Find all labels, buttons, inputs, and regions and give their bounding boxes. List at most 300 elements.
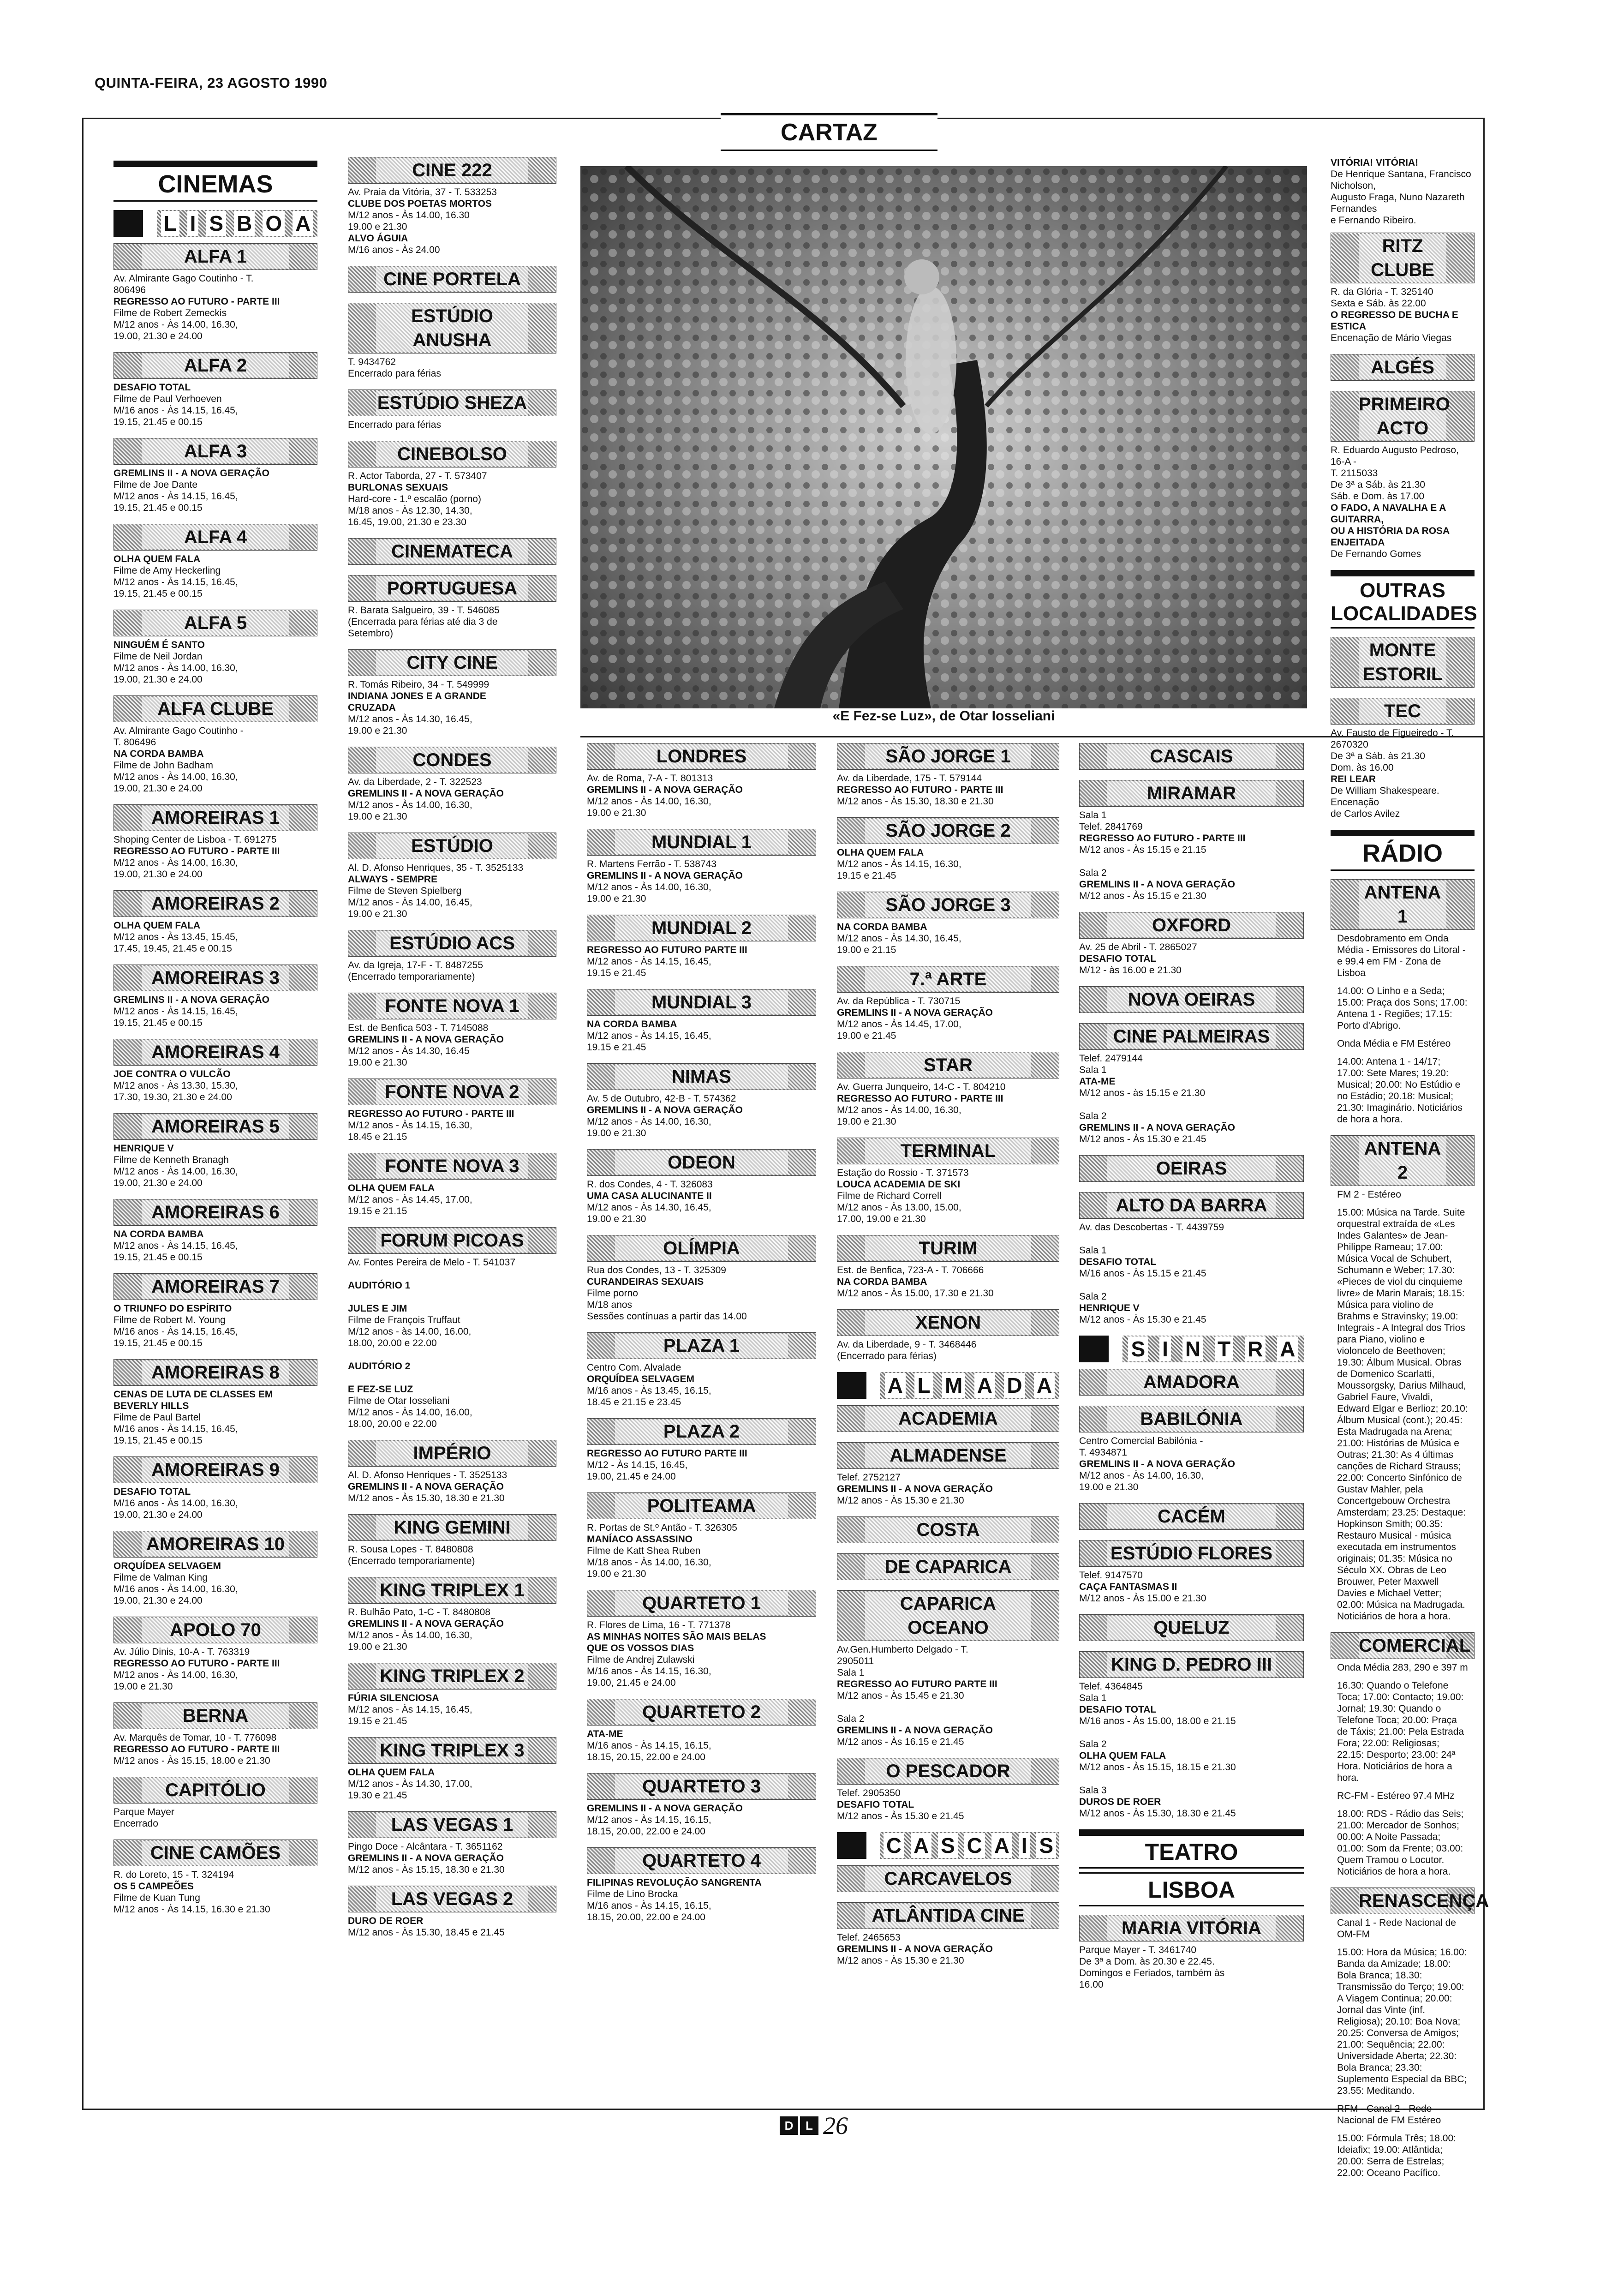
cinema-name-text: ESTÚDIO ANUSHA xyxy=(376,304,528,352)
listing-line: 19.15 e 21.45 xyxy=(587,1042,646,1053)
cinema-listing xyxy=(348,303,556,379)
listing-line: M/12 anos - Às 14.15, 16.45, xyxy=(113,1006,238,1017)
cinema-name-text: AMOREIRAS 9 xyxy=(142,1458,289,1482)
listing-line: M/12 anos - Às 14.00, 16.00, xyxy=(348,1407,472,1418)
cinema-name xyxy=(348,441,556,467)
cinema-name-text: CITY CINE xyxy=(376,651,528,675)
listing-line: Estação do Rossio - T. 371573 xyxy=(837,1168,969,1178)
listing-line: R. Martens Ferrão - T. 538743 xyxy=(587,859,716,869)
cinema-listing xyxy=(113,1273,317,1349)
listing-line: DESAFIO TOTAL xyxy=(1079,953,1157,964)
listing-line: M/12 anos - Às 14.15, 16.30 e 21.30 xyxy=(113,1904,270,1915)
listing-line: 18.15, 20.15, 22.00 e 24.00 xyxy=(587,1752,705,1762)
film-still-image xyxy=(580,166,1307,708)
listing-line: Filme de François Truffaut xyxy=(348,1315,460,1325)
cinema-name xyxy=(587,1332,816,1359)
cinema-name xyxy=(348,930,556,957)
cinema-name-text: AMOREIRAS 3 xyxy=(142,966,289,990)
cinema-listing xyxy=(1331,354,1475,381)
cinema-name-text: CINE CAMÕES xyxy=(142,1841,289,1865)
cinema-name-text: ACADEMIA xyxy=(865,1407,1031,1431)
listing-line: Telef. 9147570 xyxy=(1079,1570,1143,1581)
listing-line: Sala 1 xyxy=(1079,810,1107,821)
cinema-name-text: MIRAMAR xyxy=(1107,781,1276,805)
cinema-name xyxy=(587,829,816,856)
cinema-name-text: MUNDIAL 1 xyxy=(615,830,788,854)
cinema-name-text: KING TRIPLEX 1 xyxy=(376,1578,528,1602)
listing-line: 17.00, 19.00 e 21.30 xyxy=(837,1214,926,1224)
listing-line: REGRESSO AO FUTURO PARTE III xyxy=(587,945,747,955)
listing-line xyxy=(1079,1727,1304,1738)
listing-line: M/12 anos - Às 14.15, 16.45, xyxy=(587,1031,711,1041)
listing-line: M/16 anos - Às 14.00, 16.30, xyxy=(113,1498,238,1509)
listing-line xyxy=(837,1702,1059,1713)
city-letter: T xyxy=(1215,1336,1233,1361)
cinema-name-text: AMOREIRAS 2 xyxy=(142,892,289,916)
listing-line: (Encerrado para férias) xyxy=(837,1351,937,1361)
listing-line: GREMLINS II - A NOVA GERAÇÃO xyxy=(587,1803,743,1814)
listing-line: 19.00 e 21.30 xyxy=(1079,1482,1139,1492)
cinema-name-text: SÃO JORGE 2 xyxy=(865,819,1031,843)
cinema-name-text: CASCAIS xyxy=(1107,744,1276,768)
cinema-listing xyxy=(348,1577,556,1653)
cinema-name-text: PORTUGUESA xyxy=(376,576,528,600)
cinema-name xyxy=(1079,1406,1304,1432)
station-name xyxy=(1331,1888,1489,1914)
listing-line: R. Bulhão Pato, 1-C - T. 8480808 xyxy=(348,1607,490,1618)
listing-line: Sala 1 xyxy=(837,1667,865,1678)
listing-line: Av. Praia da Vitória, 37 - T. 533253 xyxy=(348,187,497,198)
cinema-listing xyxy=(113,243,317,342)
cinema-name xyxy=(113,695,317,722)
station-schedule: RC-FM - Estéreo 97.4 MHz xyxy=(1337,1791,1455,1801)
cinema-listing xyxy=(113,610,317,685)
cinema-name-text: PLAZA 1 xyxy=(615,1334,788,1358)
station-name-text: ANTENA 1 xyxy=(1359,881,1446,929)
listing-line: M/16 anos - Às 24.00 xyxy=(348,245,440,255)
listing-line: O TRIUNFO DO ESPÍRITO xyxy=(113,1303,232,1314)
cinema-listing xyxy=(113,1777,317,1829)
city-letter: I xyxy=(187,211,199,236)
cinema-name-text: STAR xyxy=(865,1053,1031,1077)
listing-line: 19.00, 21.30 e 24.00 xyxy=(113,674,203,685)
cinema-listing xyxy=(587,743,816,819)
cinema-name xyxy=(587,1149,816,1176)
listing-line: M/12 anos - Às 14.15, 16.30, xyxy=(837,859,961,869)
listing-line: 19.00 e 21.30 xyxy=(348,725,407,736)
cinema-name xyxy=(1079,1192,1304,1219)
listing-line: M/12 anos - Às 14.30, 16.45, xyxy=(587,1202,711,1213)
cinema-listing xyxy=(587,915,816,979)
cinema-name xyxy=(348,649,556,676)
listing-line: 19.00, 21.30 e 24.00 xyxy=(113,869,203,880)
cinema-list-sintra xyxy=(1073,1369,1310,1819)
cinema-name-text: AMOREIRAS 6 xyxy=(142,1200,289,1224)
cinema-listing xyxy=(113,1113,317,1189)
cinema-listing xyxy=(113,804,317,880)
listing-line: OLHA QUEM FALA xyxy=(348,1767,435,1778)
cinema-name xyxy=(1079,1369,1304,1396)
cinema-name xyxy=(113,965,317,991)
column-1 xyxy=(107,157,324,1925)
listing-line: 19.15 e 21.45 xyxy=(837,870,896,881)
theatre-list xyxy=(1324,233,1481,560)
city-sintra xyxy=(1079,1336,1304,1362)
cinema-list-4 xyxy=(830,743,1066,1362)
listing-line: (Encerrado temporariamente) xyxy=(348,971,475,982)
listing-line xyxy=(348,1372,556,1384)
listing-line: 19.00 e 21.30 xyxy=(113,1681,173,1692)
listing-line: 19.15, 21.45 e 00.15 xyxy=(113,1018,203,1028)
cinema-name xyxy=(348,1153,556,1180)
listing-line: M/16 anos - Às 14.15, 16.45, xyxy=(113,1424,238,1434)
listing-line: REGRESSO AO FUTURO - PARTE III xyxy=(837,1093,1003,1104)
listing-line: 16.00 xyxy=(1079,1979,1104,1990)
listing-line: De William Shakespeare. Encenação xyxy=(1331,785,1439,808)
cinema-name xyxy=(348,1811,556,1838)
cinema-name xyxy=(113,1273,317,1300)
listing-line: Filme de Otar Iosseliani xyxy=(348,1396,450,1406)
cinema-name-text: CACÉM xyxy=(1107,1504,1276,1528)
listing-line: Sala 2 xyxy=(1079,868,1107,878)
city-name xyxy=(157,210,317,237)
cinema-name-text: PLAZA 2 xyxy=(615,1420,788,1444)
listing-line: M/12 anos - Às 15.30 e 21.30 xyxy=(837,1955,964,1966)
listing-line: 18.45 e 21.15 xyxy=(348,1132,407,1142)
station-schedule: Onda Média e FM Estéreo xyxy=(1337,1038,1451,1049)
listing-line: Telef. 2465653 xyxy=(837,1932,901,1943)
listing-line: Av.Gen.Humberto Delgado - T. xyxy=(837,1644,968,1655)
listing-line: 19.00, 21.30 e 24.00 xyxy=(113,1178,203,1188)
cinema-name-text: TURIM xyxy=(865,1236,1031,1260)
cinema-listing xyxy=(587,1063,816,1139)
cinema-name-text: AMOREIRAS 4 xyxy=(142,1040,289,1064)
listing-line: 19.15, 21.45 e 00.15 xyxy=(113,417,203,427)
cinema-listing xyxy=(348,1811,556,1876)
listing-line: M/12 anos - Às 15.15 e 21.15 xyxy=(1079,845,1206,855)
listing-line: M/16 anos - Às 14.00, 16.30, xyxy=(113,1584,238,1594)
listing-line: M/12 anos - Às 14.00, 16.30 xyxy=(348,210,470,221)
listing-line: GREMLINS II - A NOVA GERAÇÃO xyxy=(1079,1122,1235,1133)
listing-line: Est. de Benfica, 723-A - T. 706666 xyxy=(837,1265,984,1276)
city-letter: C xyxy=(884,1833,904,1858)
cinema-listing xyxy=(837,1902,1059,1966)
cinema-name-text: MUNDIAL 3 xyxy=(615,990,788,1014)
listing-line: M/18 anos - Às 14.00, 16.30, xyxy=(587,1557,711,1568)
listing-line: Filme de Paul Verhoeven xyxy=(113,394,222,404)
listing-line: FILIPINAS REVOLUÇÃO SANGRENTA xyxy=(587,1877,762,1888)
listing-line: 19.00 e 21.30 xyxy=(348,1057,407,1068)
cinema-name xyxy=(113,524,317,551)
listing-line: GREMLINS II - A NOVA GERAÇÃO xyxy=(113,995,269,1005)
cinema-listing xyxy=(348,1440,556,1504)
listing-line: 18.00, 20.00 e 22.00 xyxy=(348,1338,437,1348)
cinema-name-text: CARCAVELOS xyxy=(865,1867,1031,1891)
listing-line: REI LEAR xyxy=(1331,774,1376,785)
listing-line: HENRIQUE V xyxy=(113,1143,174,1154)
cinema-listing xyxy=(113,1039,317,1103)
listing-line: M/12 anos - Às 15.15, 18.00 e 21.30 xyxy=(113,1756,270,1766)
cinema-listing xyxy=(113,1840,317,1915)
cinema-name xyxy=(1079,1651,1304,1678)
cinema-listing xyxy=(348,441,556,528)
city-letter: A xyxy=(911,1833,931,1858)
listing-line: FÚRIA SILENCIOSA xyxy=(348,1693,439,1703)
listing-line: 19.00 e 21.30 xyxy=(587,893,646,904)
listing-line: 19.15 e 21.45 xyxy=(587,968,646,978)
cinema-name xyxy=(837,1442,1059,1469)
station-name-text: ANTENA 2 xyxy=(1359,1137,1446,1185)
listing-line: 19.15 e 21.45 xyxy=(348,1716,407,1726)
listing-line: DESAFIO TOTAL xyxy=(837,1799,914,1810)
listing-line: Filme de Amy Heckerling xyxy=(113,565,221,576)
listing-line: Filme porno xyxy=(587,1288,638,1299)
listing-line: (Encerrado temporariamente) xyxy=(348,1556,475,1566)
listing-line: M/12 anos - Às 15.30, 18.45 e 21.45 xyxy=(348,1927,505,1938)
listing-line: CURANDEIRAS SEXUAIS xyxy=(587,1276,704,1287)
cinema-name-text: CINE 222 xyxy=(376,158,528,182)
listing-line: Sáb. e Dom. às 17.00 xyxy=(1331,491,1425,502)
listing-line: NA CORDA BAMBA xyxy=(837,1276,927,1287)
listing-line: GREMLINS II - A NOVA GERAÇÃO xyxy=(348,1034,504,1045)
cinema-name xyxy=(587,1235,816,1262)
listing-line: M/12 anos - Às 14.00, 16.30, xyxy=(113,663,238,673)
listing-line: 19.00 e 21.30 xyxy=(348,909,407,919)
cinema-listing xyxy=(113,890,317,954)
listing-line: R. Portas de St.º Antão - T. 326305 xyxy=(587,1522,737,1533)
listing-line: Av. 25 de Abril - T. 2865027 xyxy=(1079,942,1197,953)
city-letter: I xyxy=(1019,1833,1030,1858)
listing-line: Filme de Paul Bartel xyxy=(113,1412,201,1423)
cinema-listing xyxy=(113,1456,317,1521)
listing-line: 2905011 xyxy=(837,1656,874,1666)
listing-line: De Henrique Santana, Francisco xyxy=(1331,169,1471,180)
listing-line: LOUCA ACADEMIA DE SKI xyxy=(837,1179,961,1190)
listing-line: REGRESSO AO FUTURO - PARTE III xyxy=(1079,833,1246,844)
listing-line: Sala 1 xyxy=(1079,1065,1107,1075)
listing-line: R. dos Condes, 4 - T. 326083 xyxy=(587,1179,713,1190)
station-schedule: Onda Média 283, 290 e 397 m xyxy=(1337,1662,1468,1673)
listing-line: Av. Fontes Pereira de Melo - T. 541037 xyxy=(348,1257,516,1268)
listing-line: Filme de Lino Brocka xyxy=(587,1889,678,1900)
listing-line: M/12 anos - Às 14.00, 16.30, xyxy=(587,796,711,807)
listing-line: AUDITÓRIO 2 xyxy=(348,1361,411,1372)
listing-line: M/12 anos - Às 14.00, 16.30, xyxy=(1079,1470,1204,1481)
listing-line: 19.00, 21.45 e 24.00 xyxy=(587,1471,676,1482)
listing-line: VITÓRIA! VITÓRIA! xyxy=(1331,157,1419,168)
listing-line: REGRESSO AO FUTURO PARTE III xyxy=(837,1679,997,1690)
cinema-name-text: APOLO 70 xyxy=(142,1618,289,1642)
listing-line: ALVO ÁGUIA xyxy=(348,233,408,244)
listing-line: M/12 anos - Às 14.15, 16.30, xyxy=(348,1120,472,1131)
listing-line: AUDITÓRIO 1 xyxy=(348,1280,411,1291)
listing-line: DESAFIO TOTAL xyxy=(113,1486,191,1497)
cinema-list-2 xyxy=(341,157,563,1938)
cinema-listing xyxy=(1079,743,1304,770)
cinema-list-cascais xyxy=(830,1865,1066,1966)
listing-line: ORQUÍDEA SELVAGEM xyxy=(587,1374,694,1384)
city-letter: S xyxy=(938,1833,958,1858)
cinema-name xyxy=(348,1227,556,1254)
listing-line: Av. Júlio Dinis, 10-A - T. 763319 xyxy=(113,1647,250,1657)
cinema-name xyxy=(348,538,556,565)
cinema-name-text: FONTE NOVA 1 xyxy=(376,994,528,1018)
cinema-listing xyxy=(348,993,556,1068)
station-name xyxy=(1331,1632,1475,1659)
listing-line: M/16 anos - Às 14.15, 16.15, xyxy=(587,1740,711,1751)
listing-line: E FEZ-SE LUZ xyxy=(348,1384,413,1395)
listing-line: M/16 anos - Às 14.15, 16.45, xyxy=(113,1326,238,1337)
listing-line: DURO DE ROER xyxy=(348,1916,424,1926)
radio-station xyxy=(1331,1888,1489,2179)
listing-line: ATA-ME xyxy=(1079,1076,1116,1087)
listing-line: REGRESSO AO FUTURO - PARTE III xyxy=(113,1658,280,1669)
cinema-name-text: CONDES xyxy=(376,748,528,772)
listing-line: 19.00 e 21.30 xyxy=(348,811,407,822)
cinema-listing xyxy=(1079,780,1304,902)
cinema-name xyxy=(837,892,1059,918)
listing-line: R. Tomás Ribeiro, 34 - T. 549999 xyxy=(348,679,490,690)
listing-line: DESAFIO TOTAL xyxy=(1079,1704,1157,1715)
listing-line: Av. da Liberdade, 175 - T. 579144 xyxy=(837,773,982,784)
cinema-name-text: ESTÚDIO xyxy=(376,834,528,858)
listing-line: M/12 - Às 14.15, 16.45, xyxy=(587,1460,688,1470)
listing-line: REGRESSO AO FUTURO - PARTE III xyxy=(837,785,1003,795)
cinema-name xyxy=(587,743,816,770)
city-letter: S xyxy=(206,211,226,236)
cinema-name xyxy=(837,1052,1059,1079)
listing-line: Centro Com. Alvalade xyxy=(587,1362,681,1373)
column-6 xyxy=(1324,157,1489,2189)
listing-line: GREMLINS II - A NOVA GERAÇÃO xyxy=(587,785,743,795)
listing-line: Shoping Center de Lisboa - T. 691275 xyxy=(113,834,277,845)
cinema-listing xyxy=(348,538,556,565)
listing-line: Augusto Fraga, Nuno Nazareth xyxy=(1331,192,1465,203)
listing-line: Al. D. Afonso Henriques - T. 3525133 xyxy=(348,1470,508,1480)
listing-line: BEVERLY HILLS xyxy=(113,1401,189,1411)
listing-line: Telef. 2479144 xyxy=(1079,1053,1143,1064)
cinema-listing xyxy=(837,1758,1059,1822)
cinema-name xyxy=(113,890,317,917)
cinema-listing xyxy=(348,649,556,737)
cinema-name xyxy=(837,1758,1059,1785)
station-name xyxy=(1331,879,1475,930)
cinema-name-text: AMOREIRAS 8 xyxy=(142,1360,289,1384)
radio-station xyxy=(1331,1632,1475,1877)
listing-line: M/12 anos - Às 13.30, 15.30, xyxy=(113,1080,238,1091)
cinema-name xyxy=(1079,986,1304,1013)
listing-line: Av. da Liberdade, 9 - T. 3468446 xyxy=(837,1339,977,1350)
listing-line: JOE CONTRA O VULCÃO xyxy=(113,1069,231,1079)
city-name xyxy=(1122,1336,1304,1362)
listing-line: GREMLINS II - A NOVA GERAÇÃO xyxy=(1079,879,1235,890)
listing-line: Filme de Andrej Zulawski xyxy=(587,1654,695,1665)
listing-line: OLHA QUEM FALA xyxy=(348,1183,435,1193)
cinema-listing xyxy=(348,389,556,431)
listing-line: GREMLINS II - A NOVA GERAÇÃO xyxy=(348,1853,504,1864)
cinema-listing xyxy=(113,1531,317,1606)
cinema-listing xyxy=(113,352,317,428)
listing-line: 19.00, 21.30 e 24.00 xyxy=(113,1595,203,1606)
listing-line: Filme de Kenneth Branagh xyxy=(113,1155,229,1165)
cinema-name xyxy=(587,1063,816,1090)
listing-line: Sala 1 xyxy=(1079,1245,1107,1256)
listing-line: M/16 anos - Às 15.00, 18.00 e 21.15 xyxy=(1079,1716,1236,1726)
listing-line: M/12 anos - Às 14.30, 16.45, xyxy=(837,933,961,944)
cinema-listing xyxy=(587,989,816,1053)
cinema-name-text: ATLÂNTIDA CINE xyxy=(865,1904,1031,1928)
cinema-name xyxy=(837,1405,1059,1432)
cinema-name xyxy=(837,966,1059,993)
cinema-name-text: KING D. PEDRO III xyxy=(1107,1653,1276,1677)
city-letter: S xyxy=(1128,1336,1148,1361)
listing-line: M/18 anos xyxy=(587,1300,633,1310)
cinema-name xyxy=(1079,1540,1304,1567)
listing-line: NINGUÉM É SANTO xyxy=(113,640,205,650)
station-schedule: Desdobramento em Onda Média - Emissores do Litoral - e 99.4 em FM - Zona de Lisboa xyxy=(1337,933,1466,978)
cinema-listing xyxy=(113,1702,317,1767)
dateline: QUINTA-FEIRA, 23 AGOSTO 1990 xyxy=(95,75,328,91)
listing-line: CLUBE DOS POETAS MORTOS xyxy=(348,198,492,209)
cinema-name-text: AMADORA xyxy=(1107,1370,1276,1394)
cinema-listing xyxy=(1331,637,1475,688)
cinema-name-text: QUARTETO 3 xyxy=(615,1774,788,1798)
listing-line: 19.15, 21.45 e 00.15 xyxy=(113,1338,203,1348)
listing-line: CENAS DE LUTA DE CLASSES EM xyxy=(113,1389,273,1400)
listing-line: M/12 anos - Às 16.15 e 21.45 xyxy=(837,1737,964,1747)
listing-line: R. da Glória - T. 325140 xyxy=(1331,287,1433,297)
section-title: CARTAZ xyxy=(721,113,937,151)
cinema-listing xyxy=(587,1590,816,1689)
listing-line: OLHA QUEM FALA xyxy=(113,554,201,564)
listing-line: M/12 anos - Às 14.00, 16.30, xyxy=(113,772,238,782)
listing-line: Av. Marquês de Tomar, 10 - T. 776098 xyxy=(113,1732,277,1743)
column-5 xyxy=(1073,743,1310,2001)
listing-line: Telef. 2752127 xyxy=(837,1472,901,1483)
cinema-name-text: ESTÚDIO SHEZA xyxy=(376,391,528,415)
listing-line: Filme de Richard Correll xyxy=(837,1191,942,1201)
cinema-name-text: ALFA CLUBE xyxy=(142,697,289,721)
cinema-listing xyxy=(113,1199,317,1263)
listing-line: 19.00 e 21.45 xyxy=(837,1031,896,1041)
listing-line: REGRESSO AO FUTURO PARTE III xyxy=(587,1448,747,1459)
cinema-listing xyxy=(587,1332,816,1408)
listing-line: GREMLINS II - A NOVA GERAÇÃO xyxy=(837,1944,993,1954)
listing-line: CAÇA FANTASMAS II xyxy=(1079,1582,1177,1592)
cinema-name xyxy=(587,1847,816,1874)
radio-list xyxy=(1324,879,1489,2179)
cinema-name xyxy=(587,1773,816,1800)
cinema-name-text: LAS VEGAS 1 xyxy=(376,1813,528,1837)
cinema-listing xyxy=(837,1442,1059,1506)
listing-line: 19.15, 21.45 e 00.15 xyxy=(113,503,203,513)
listing-line: 19.15, 21.45 e 00.15 xyxy=(113,588,203,599)
city-marker xyxy=(1079,1336,1109,1362)
cinema-name-text: QUELUZ xyxy=(1107,1616,1276,1640)
listing-line xyxy=(1079,1773,1304,1785)
listing-line: Av. Almirante Gago Coutinho - xyxy=(113,725,244,736)
publication-logo xyxy=(780,2116,818,2135)
listing-line: R. Flores de Lima, 16 - T. 771378 xyxy=(587,1620,731,1630)
listing-line: Av. de Roma, 7-A - T. 801313 xyxy=(587,773,713,784)
city-letter: O xyxy=(263,211,285,236)
listing-line: INDIANA JONES E A GRANDE xyxy=(348,691,486,701)
city-marker xyxy=(113,210,143,237)
cinema-name xyxy=(1331,391,1475,442)
city-marker xyxy=(837,1372,866,1399)
cinema-name xyxy=(113,1113,317,1140)
cinema-name-text: CINEBOLSO xyxy=(376,442,528,466)
